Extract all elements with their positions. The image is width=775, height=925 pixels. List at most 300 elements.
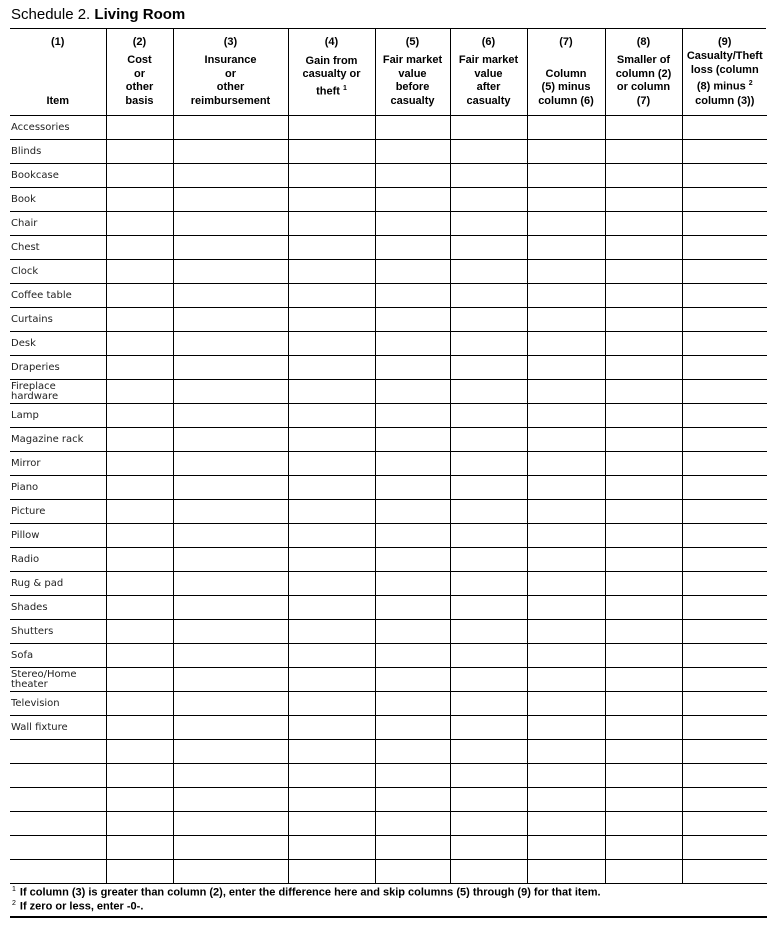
entry-cell-col-6[interactable] <box>450 500 527 524</box>
entry-cell-col-4[interactable] <box>288 452 375 476</box>
entry-cell-col-7[interactable] <box>527 476 605 500</box>
item-name <box>10 860 106 884</box>
entry-cell-col-6[interactable] <box>450 164 527 188</box>
entry-cell-col-3[interactable] <box>173 764 288 788</box>
entry-cell-col-9[interactable] <box>682 524 767 548</box>
entry-cell-col-8[interactable] <box>605 668 682 692</box>
entry-cell-col-9[interactable] <box>682 596 767 620</box>
entry-cell-col-9[interactable] <box>682 140 767 164</box>
column-header-7 <box>527 29 605 116</box>
entry-cell-col-4[interactable] <box>288 332 375 356</box>
entry-cell-col-2[interactable] <box>106 308 173 332</box>
entry-cell-col-2[interactable] <box>106 236 173 260</box>
entry-cell-col-5[interactable] <box>375 356 450 380</box>
entry-cell-col-9[interactable] <box>682 548 767 572</box>
column-number: (5) <box>405 36 420 48</box>
footnote-text: If column (3) is greater than column (2), enter the difference here and skip columns (5) through (9) for that item. <box>19 886 601 899</box>
entry-cell-col-9[interactable] <box>682 572 767 596</box>
entry-cell-col-8[interactable] <box>605 164 682 188</box>
entry-cell-col-8[interactable] <box>605 836 682 860</box>
entry-cell-col-4[interactable] <box>288 500 375 524</box>
entry-cell-col-5[interactable] <box>375 644 450 668</box>
entry-cell-col-9[interactable] <box>682 428 767 452</box>
entry-cell-col-8[interactable] <box>605 188 682 212</box>
entry-cell-col-2[interactable] <box>106 572 173 596</box>
entry-cell-col-4[interactable] <box>288 716 375 740</box>
entry-cell-col-8[interactable] <box>605 140 682 164</box>
item-name: Chair <box>10 212 106 236</box>
entry-cell-col-9[interactable] <box>682 788 767 812</box>
entry-cell-col-7[interactable] <box>527 164 605 188</box>
entry-cell-col-5[interactable] <box>375 140 450 164</box>
entry-cell-col-3[interactable] <box>173 836 288 860</box>
entry-cell-col-6[interactable] <box>450 236 527 260</box>
entry-cell-col-9[interactable] <box>682 308 767 332</box>
entry-cell-col-6[interactable] <box>450 692 527 716</box>
entry-cell-col-9[interactable] <box>682 668 767 692</box>
entry-cell-col-4[interactable] <box>288 692 375 716</box>
entry-cell-col-7[interactable] <box>527 332 605 356</box>
entry-cell-col-2[interactable] <box>106 788 173 812</box>
entry-cell-col-4[interactable] <box>288 428 375 452</box>
entry-cell-col-8[interactable] <box>605 812 682 836</box>
entry-cell-col-6[interactable] <box>450 284 527 308</box>
entry-cell-col-7[interactable] <box>527 356 605 380</box>
item-name: Clock <box>10 260 106 284</box>
entry-cell-col-6[interactable] <box>450 212 527 236</box>
entry-cell-col-2[interactable] <box>106 692 173 716</box>
entry-cell-col-2[interactable] <box>106 260 173 284</box>
entry-cell-col-2[interactable] <box>106 620 173 644</box>
column-header-4 <box>288 29 375 116</box>
entry-cell-col-3[interactable] <box>173 476 288 500</box>
item-name <box>10 812 106 836</box>
entry-cell-col-7[interactable] <box>527 548 605 572</box>
entry-cell-col-3[interactable] <box>173 788 288 812</box>
entry-cell-col-4[interactable] <box>288 548 375 572</box>
entry-cell-col-5[interactable] <box>375 740 450 764</box>
entry-cell-col-2[interactable] <box>106 596 173 620</box>
entry-cell-col-8[interactable] <box>605 548 682 572</box>
entry-cell-col-7[interactable] <box>527 812 605 836</box>
table-body <box>10 116 767 884</box>
entry-cell-col-9[interactable] <box>682 380 767 404</box>
entry-cell-col-4[interactable] <box>288 188 375 212</box>
entry-cell-col-9[interactable] <box>682 260 767 284</box>
entry-cell-col-6[interactable] <box>450 644 527 668</box>
entry-cell-col-3[interactable] <box>173 692 288 716</box>
entry-cell-col-4[interactable] <box>288 380 375 404</box>
entry-cell-col-9[interactable] <box>682 692 767 716</box>
entry-cell-col-7[interactable] <box>527 404 605 428</box>
entry-cell-col-4[interactable] <box>288 476 375 500</box>
entry-cell-col-6[interactable] <box>450 668 527 692</box>
column-header-8 <box>605 29 682 116</box>
item-name: Coffee table <box>10 284 106 308</box>
entry-cell-col-6[interactable] <box>450 740 527 764</box>
item-name: Stereo/Home theater <box>10 668 106 692</box>
entry-cell-col-2[interactable] <box>106 188 173 212</box>
footnote-mark: 2 <box>12 900 16 907</box>
table-row <box>10 644 767 668</box>
entry-cell-col-6[interactable] <box>450 812 527 836</box>
entry-cell-col-7[interactable] <box>527 284 605 308</box>
entry-cell-col-7[interactable] <box>527 380 605 404</box>
entry-cell-col-5[interactable] <box>375 476 450 500</box>
entry-cell-col-7[interactable] <box>527 836 605 860</box>
entry-cell-col-3[interactable] <box>173 620 288 644</box>
table-row <box>10 476 767 500</box>
entry-cell-col-5[interactable] <box>375 548 450 572</box>
entry-cell-col-2[interactable] <box>106 764 173 788</box>
entry-cell-col-6[interactable] <box>450 572 527 596</box>
entry-cell-col-6[interactable] <box>450 260 527 284</box>
entry-cell-col-3[interactable] <box>173 452 288 476</box>
entry-cell-col-7[interactable] <box>527 524 605 548</box>
entry-cell-col-6[interactable] <box>450 452 527 476</box>
entry-cell-col-9[interactable] <box>682 284 767 308</box>
entry-cell-col-8[interactable] <box>605 596 682 620</box>
entry-cell-col-6[interactable] <box>450 716 527 740</box>
entry-cell-col-8[interactable] <box>605 764 682 788</box>
entry-cell-col-8[interactable] <box>605 332 682 356</box>
entry-cell-col-4[interactable] <box>288 836 375 860</box>
entry-cell-col-7[interactable] <box>527 740 605 764</box>
entry-cell-col-5[interactable] <box>375 596 450 620</box>
entry-cell-col-2[interactable] <box>106 644 173 668</box>
entry-cell-col-4[interactable] <box>288 260 375 284</box>
table-row <box>10 596 767 620</box>
entry-cell-col-5[interactable] <box>375 188 450 212</box>
table-row <box>10 332 767 356</box>
entry-cell-col-5[interactable] <box>375 284 450 308</box>
entry-cell-col-2[interactable] <box>106 380 173 404</box>
footnote-2 <box>12 900 143 913</box>
entry-cell-col-5[interactable] <box>375 620 450 644</box>
entry-cell-col-9[interactable] <box>682 644 767 668</box>
entry-cell-col-7[interactable] <box>527 260 605 284</box>
entry-cell-col-7[interactable] <box>527 500 605 524</box>
entry-cell-col-2[interactable] <box>106 332 173 356</box>
entry-cell-col-7[interactable] <box>527 188 605 212</box>
entry-cell-col-2[interactable] <box>106 668 173 692</box>
entry-cell-col-5[interactable] <box>375 692 450 716</box>
entry-cell-col-9[interactable] <box>682 836 767 860</box>
entry-cell-col-4[interactable] <box>288 356 375 380</box>
entry-cell-col-4[interactable] <box>288 668 375 692</box>
entry-cell-col-8[interactable] <box>605 524 682 548</box>
entry-cell-col-2[interactable] <box>106 548 173 572</box>
entry-cell-col-2[interactable] <box>106 404 173 428</box>
entry-cell-col-3[interactable] <box>173 500 288 524</box>
column-header-1 <box>10 29 106 116</box>
entry-cell-col-9[interactable] <box>682 452 767 476</box>
entry-cell-col-8[interactable] <box>605 380 682 404</box>
item-name: Curtains <box>10 308 106 332</box>
entry-cell-col-7[interactable] <box>527 572 605 596</box>
entry-cell-col-8[interactable] <box>605 788 682 812</box>
entry-cell-col-5[interactable] <box>375 236 450 260</box>
entry-cell-col-8[interactable] <box>605 452 682 476</box>
entry-cell-col-7[interactable] <box>527 452 605 476</box>
entry-cell-col-5[interactable] <box>375 260 450 284</box>
table-row <box>10 164 767 188</box>
entry-cell-col-5[interactable] <box>375 716 450 740</box>
entry-cell-col-8[interactable] <box>605 404 682 428</box>
entry-cell-col-6[interactable] <box>450 764 527 788</box>
entry-cell-col-9[interactable] <box>682 332 767 356</box>
entry-cell-col-2[interactable] <box>106 740 173 764</box>
entry-cell-col-7[interactable] <box>527 692 605 716</box>
schedule-number: Schedule 2. <box>11 6 91 23</box>
entry-cell-col-5[interactable] <box>375 524 450 548</box>
entry-cell-col-3[interactable] <box>173 188 288 212</box>
entry-cell-col-9[interactable] <box>682 860 767 884</box>
entry-cell-col-8[interactable] <box>605 692 682 716</box>
entry-cell-col-8[interactable] <box>605 428 682 452</box>
schedule-title <box>11 6 185 23</box>
entry-cell-col-7[interactable] <box>527 308 605 332</box>
column-label: Fair market value after casualty <box>458 54 519 107</box>
entry-cell-col-2[interactable] <box>106 452 173 476</box>
entry-cell-col-5[interactable] <box>375 812 450 836</box>
entry-cell-col-8[interactable] <box>605 212 682 236</box>
column-label: Insurance or other reimbursement <box>190 54 271 107</box>
entry-cell-col-8[interactable] <box>605 116 682 140</box>
entry-cell-col-9[interactable] <box>682 116 767 140</box>
entry-cell-col-8[interactable] <box>605 572 682 596</box>
entry-cell-col-5[interactable] <box>375 116 450 140</box>
item-name: Wall fixture <box>10 716 106 740</box>
entry-cell-col-4[interactable] <box>288 284 375 308</box>
entry-cell-col-8[interactable] <box>605 260 682 284</box>
entry-cell-col-4[interactable] <box>288 860 375 884</box>
entry-cell-col-5[interactable] <box>375 452 450 476</box>
entry-cell-col-6[interactable] <box>450 308 527 332</box>
entry-cell-col-6[interactable] <box>450 356 527 380</box>
entry-cell-col-4[interactable] <box>288 212 375 236</box>
entry-cell-col-6[interactable] <box>450 620 527 644</box>
entry-cell-col-3[interactable] <box>173 572 288 596</box>
entry-cell-col-6[interactable] <box>450 404 527 428</box>
entry-cell-col-2[interactable] <box>106 836 173 860</box>
entry-cell-col-3[interactable] <box>173 116 288 140</box>
entry-cell-col-9[interactable] <box>682 236 767 260</box>
entry-cell-col-8[interactable] <box>605 620 682 644</box>
entry-cell-col-4[interactable] <box>288 764 375 788</box>
entry-cell-col-2[interactable] <box>106 212 173 236</box>
entry-cell-col-6[interactable] <box>450 140 527 164</box>
entry-cell-col-6[interactable] <box>450 836 527 860</box>
entry-cell-col-2[interactable] <box>106 476 173 500</box>
table-row <box>10 740 767 764</box>
entry-cell-col-9[interactable] <box>682 212 767 236</box>
item-name <box>10 836 106 860</box>
entry-cell-col-5[interactable] <box>375 428 450 452</box>
entry-cell-col-7[interactable] <box>527 596 605 620</box>
entry-cell-col-3[interactable] <box>173 356 288 380</box>
entry-cell-col-6[interactable] <box>450 476 527 500</box>
entry-cell-col-4[interactable] <box>288 740 375 764</box>
entry-cell-col-3[interactable] <box>173 284 288 308</box>
entry-cell-col-2[interactable] <box>106 716 173 740</box>
item-name: Shutters <box>10 620 106 644</box>
entry-cell-col-6[interactable] <box>450 596 527 620</box>
entry-cell-col-8[interactable] <box>605 236 682 260</box>
entry-cell-col-9[interactable] <box>682 404 767 428</box>
table-row <box>10 716 767 740</box>
entry-cell-col-4[interactable] <box>288 788 375 812</box>
entry-cell-col-3[interactable] <box>173 140 288 164</box>
entry-cell-col-7[interactable] <box>527 668 605 692</box>
entry-cell-col-5[interactable] <box>375 572 450 596</box>
entry-cell-col-5[interactable] <box>375 788 450 812</box>
living-room-table <box>10 29 767 884</box>
entry-cell-col-8[interactable] <box>605 740 682 764</box>
entry-cell-col-5[interactable] <box>375 668 450 692</box>
item-name: Accessories <box>10 116 106 140</box>
entry-cell-col-4[interactable] <box>288 308 375 332</box>
entry-cell-col-3[interactable] <box>173 164 288 188</box>
entry-cell-col-9[interactable] <box>682 356 767 380</box>
entry-cell-col-3[interactable] <box>173 404 288 428</box>
entry-cell-col-8[interactable] <box>605 716 682 740</box>
entry-cell-col-7[interactable] <box>527 716 605 740</box>
table-row <box>10 500 767 524</box>
table-row <box>10 548 767 572</box>
entry-cell-col-5[interactable] <box>375 764 450 788</box>
column-label: Item <box>46 94 70 107</box>
entry-cell-col-4[interactable] <box>288 164 375 188</box>
entry-cell-col-8[interactable] <box>605 644 682 668</box>
entry-cell-col-4[interactable] <box>288 620 375 644</box>
entry-cell-col-3[interactable] <box>173 212 288 236</box>
entry-cell-col-2[interactable] <box>106 524 173 548</box>
entry-cell-col-3[interactable] <box>173 380 288 404</box>
entry-cell-col-7[interactable] <box>527 644 605 668</box>
entry-cell-col-2[interactable] <box>106 428 173 452</box>
entry-cell-col-9[interactable] <box>682 620 767 644</box>
entry-cell-col-6[interactable] <box>450 524 527 548</box>
entry-cell-col-6[interactable] <box>450 788 527 812</box>
entry-cell-col-5[interactable] <box>375 380 450 404</box>
entry-cell-col-5[interactable] <box>375 860 450 884</box>
entry-cell-col-7[interactable] <box>527 236 605 260</box>
entry-cell-col-8[interactable] <box>605 284 682 308</box>
entry-cell-col-8[interactable] <box>605 860 682 884</box>
item-name <box>10 740 106 764</box>
entry-cell-col-6[interactable] <box>450 188 527 212</box>
entry-cell-col-3[interactable] <box>173 668 288 692</box>
entry-cell-col-5[interactable] <box>375 500 450 524</box>
entry-cell-col-3[interactable] <box>173 236 288 260</box>
entry-cell-col-3[interactable] <box>173 308 288 332</box>
entry-cell-col-5[interactable] <box>375 404 450 428</box>
entry-cell-col-3[interactable] <box>173 524 288 548</box>
entry-cell-col-7[interactable] <box>527 140 605 164</box>
entry-cell-col-2[interactable] <box>106 116 173 140</box>
entry-cell-col-2[interactable] <box>106 164 173 188</box>
entry-cell-col-3[interactable] <box>173 332 288 356</box>
item-name: Desk <box>10 332 106 356</box>
entry-cell-col-7[interactable] <box>527 860 605 884</box>
entry-cell-col-7[interactable] <box>527 116 605 140</box>
entry-cell-col-4[interactable] <box>288 524 375 548</box>
entry-cell-col-6[interactable] <box>450 860 527 884</box>
entry-cell-col-7[interactable] <box>527 620 605 644</box>
entry-cell-col-2[interactable] <box>106 860 173 884</box>
entry-cell-col-9[interactable] <box>682 188 767 212</box>
entry-cell-col-9[interactable] <box>682 764 767 788</box>
entry-cell-col-7[interactable] <box>527 212 605 236</box>
entry-cell-col-3[interactable] <box>173 860 288 884</box>
entry-cell-col-5[interactable] <box>375 164 450 188</box>
entry-cell-col-9[interactable] <box>682 476 767 500</box>
item-name: Sofa <box>10 644 106 668</box>
entry-cell-col-6[interactable] <box>450 380 527 404</box>
entry-cell-col-5[interactable] <box>375 308 450 332</box>
entry-cell-col-9[interactable] <box>682 500 767 524</box>
entry-cell-col-4[interactable] <box>288 572 375 596</box>
entry-cell-col-2[interactable] <box>106 284 173 308</box>
entry-cell-col-4[interactable] <box>288 812 375 836</box>
entry-cell-col-6[interactable] <box>450 428 527 452</box>
entry-cell-col-3[interactable] <box>173 428 288 452</box>
entry-cell-col-4[interactable] <box>288 140 375 164</box>
entry-cell-col-3[interactable] <box>173 716 288 740</box>
entry-cell-col-6[interactable] <box>450 116 527 140</box>
entry-cell-col-7[interactable] <box>527 764 605 788</box>
entry-cell-col-2[interactable] <box>106 356 173 380</box>
entry-cell-col-4[interactable] <box>288 236 375 260</box>
entry-cell-col-8[interactable] <box>605 308 682 332</box>
entry-cell-col-9[interactable] <box>682 164 767 188</box>
schedule-name: Living Room <box>94 6 186 23</box>
entry-cell-col-4[interactable] <box>288 596 375 620</box>
entry-cell-col-3[interactable] <box>173 644 288 668</box>
entry-cell-col-2[interactable] <box>106 140 173 164</box>
table-row <box>10 428 767 452</box>
entry-cell-col-5[interactable] <box>375 332 450 356</box>
entry-cell-col-3[interactable] <box>173 548 288 572</box>
entry-cell-col-3[interactable] <box>173 812 288 836</box>
entry-cell-col-2[interactable] <box>106 812 173 836</box>
table-row <box>10 860 767 884</box>
entry-cell-col-4[interactable] <box>288 644 375 668</box>
column-label: Fair market value before casualty <box>382 54 443 107</box>
entry-cell-col-5[interactable] <box>375 836 450 860</box>
entry-cell-col-9[interactable] <box>682 740 767 764</box>
entry-cell-col-3[interactable] <box>173 740 288 764</box>
entry-cell-col-7[interactable] <box>527 428 605 452</box>
entry-cell-col-8[interactable] <box>605 356 682 380</box>
table-row <box>10 140 767 164</box>
entry-cell-col-7[interactable] <box>527 788 605 812</box>
entry-cell-col-4[interactable] <box>288 404 375 428</box>
entry-cell-col-6[interactable] <box>450 332 527 356</box>
entry-cell-col-6[interactable] <box>450 548 527 572</box>
entry-cell-col-5[interactable] <box>375 212 450 236</box>
entry-cell-col-9[interactable] <box>682 812 767 836</box>
entry-cell-col-4[interactable] <box>288 116 375 140</box>
entry-cell-col-2[interactable] <box>106 500 173 524</box>
item-name: Book <box>10 188 106 212</box>
entry-cell-col-9[interactable] <box>682 716 767 740</box>
entry-cell-col-8[interactable] <box>605 476 682 500</box>
entry-cell-col-8[interactable] <box>605 500 682 524</box>
entry-cell-col-3[interactable] <box>173 596 288 620</box>
entry-cell-col-3[interactable] <box>173 260 288 284</box>
